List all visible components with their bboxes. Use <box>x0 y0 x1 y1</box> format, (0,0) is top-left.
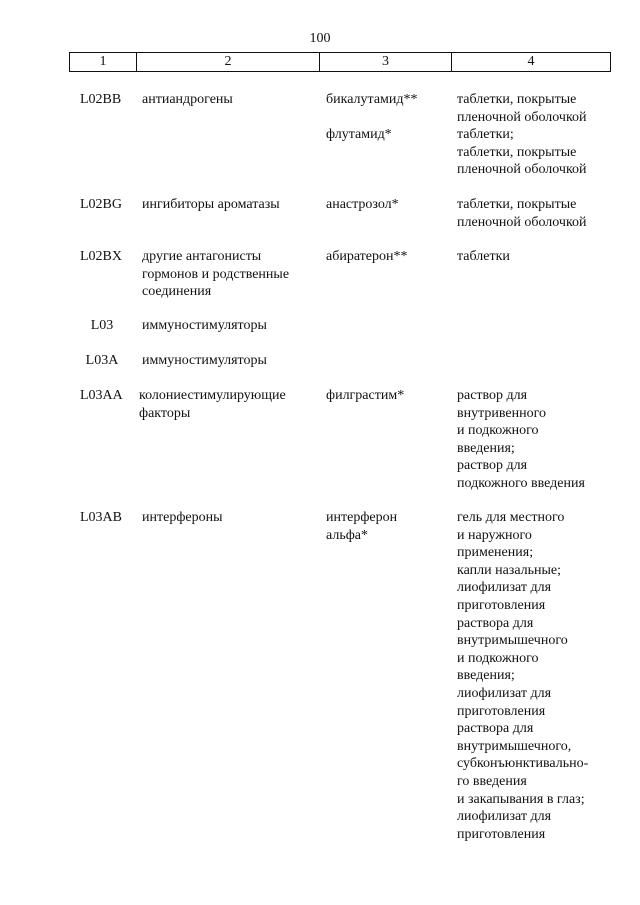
atc-code: L03AA <box>80 388 123 403</box>
atc-code: L03 <box>90 318 114 333</box>
group-name: антиандрогены <box>142 92 233 107</box>
drug-name: бикалутамид** флутамид* <box>326 92 418 142</box>
column-header-row <box>69 52 611 72</box>
drug-name: филграстим* <box>326 388 405 403</box>
column-header-1: 1 <box>70 53 137 72</box>
atc-code: L03AB <box>80 510 122 525</box>
dosage-forms: таблетки <box>457 249 510 264</box>
atc-code: L02BX <box>80 249 122 264</box>
dosage-forms: раствор для внутривенного и подкожного введения; раствор для подкожного введения <box>457 388 585 491</box>
dosage-forms: таблетки, покрытые пленочной оболочкой <box>457 197 587 230</box>
dosage-forms: гель для местного и наружного применения; капли назальные; лиофилизат для приготовления раствора для внутримышечного и подкожного введения; лиофилизат для приготовления раствора для внутримышечного, субконъюнктивально- го введения и закапывания в глаз; лиофилизат для приготовления <box>457 510 589 842</box>
atc-code: L03A <box>85 353 119 368</box>
atc-code: L02BB <box>80 92 122 107</box>
column-header-4: 4 <box>452 53 611 72</box>
dosage-forms: таблетки, покрытые пленочной оболочкой таблетки; таблетки, покрытые пленочной оболочкой <box>457 92 587 178</box>
column-header-2: 2 <box>137 53 320 72</box>
drug-name: абиратерон** <box>326 249 408 264</box>
group-name: иммуностимуляторы <box>142 318 267 333</box>
atc-code: L02BG <box>80 197 122 212</box>
group-name: ингибиторы ароматазы <box>142 197 280 212</box>
drug-name: анастрозол* <box>326 197 399 212</box>
group-name: интерфероны <box>142 510 223 525</box>
drug-name: интерферон альфа* <box>326 510 398 543</box>
group-name: другие антагонисты гормонов и родственные соединения <box>142 249 290 300</box>
column-header-3: 3 <box>320 53 452 72</box>
group-name: иммуностимуляторы <box>142 353 267 368</box>
page-number: 100 <box>309 31 331 46</box>
group-name: колониестимулирующие факторы <box>139 388 286 421</box>
